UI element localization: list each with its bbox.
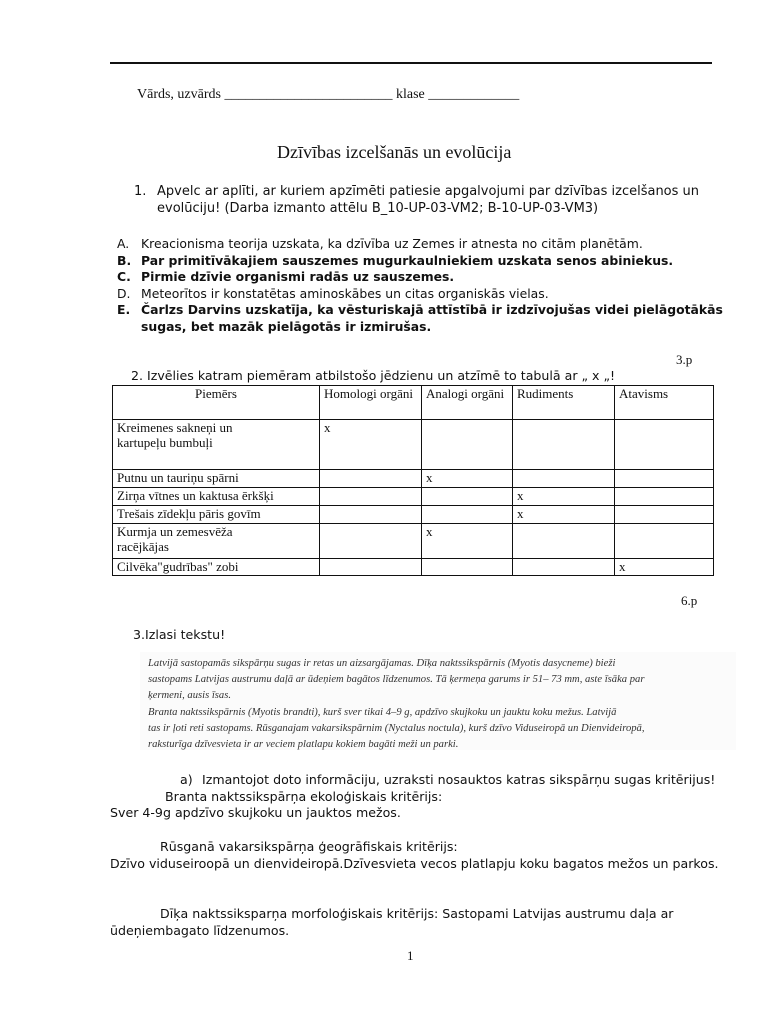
option-letter: E. bbox=[117, 302, 131, 317]
cell-rudiments[interactable] bbox=[513, 420, 615, 470]
top-rule bbox=[110, 62, 712, 64]
option-c[interactable] bbox=[117, 269, 723, 286]
option-text: Meteorītos ir konstatētas aminoskābes un citas organiskās vielas. bbox=[141, 285, 549, 301]
cell-atavism[interactable]: x bbox=[615, 559, 714, 576]
excerpt-line: raksturīga dzīvesvieta ir ar veciem platlapu kokiem bagāti meži un parki. bbox=[148, 739, 459, 751]
cell-homologous[interactable] bbox=[320, 470, 422, 488]
answer2-text[interactable]: Dzīvo viduseiroopā un dienvideiropā.Dzīvesvieta vecos platlapju koku bagatos mežos un parkos. bbox=[110, 856, 719, 871]
cell-homologous[interactable] bbox=[320, 488, 422, 506]
option-text: Pirmie dzīvie organismi radās uz sauszemes. bbox=[141, 269, 455, 284]
answer3-line2[interactable]: ūdeņiembagato līdzenumos. bbox=[110, 923, 290, 938]
row-example: Kreimenes sakneņi un kartupeļu bumbuļi bbox=[113, 420, 320, 470]
cell-homologous[interactable]: x bbox=[320, 420, 422, 470]
option-text: Par primitīvākajiem sauszemes mugurkaulniekiem uzskata senos abiniekus. bbox=[141, 252, 674, 268]
answer2-label: Rūsganā vakarsikspārņa ģeogrāfiskais kritērijs: bbox=[160, 839, 458, 854]
table-row bbox=[113, 470, 714, 488]
bat-text-excerpt bbox=[140, 652, 736, 750]
header-homologous: Homologi orgāni bbox=[320, 386, 422, 420]
table-row bbox=[113, 488, 714, 506]
q2-prompt: 2. Izvēlies katram piemēram atbilstošo jēdzienu un atzīmē to tabulā ar „ x „! bbox=[131, 368, 616, 383]
answer1-text[interactable]: Sver 4-9g apdzīvo skujkoku un jauktos mežos. bbox=[110, 805, 401, 820]
table-row bbox=[113, 506, 714, 524]
cell-atavism[interactable] bbox=[615, 420, 714, 470]
cell-analogous[interactable] bbox=[422, 488, 513, 506]
cell-analogous[interactable] bbox=[422, 420, 513, 470]
class-label: klase bbox=[395, 87, 425, 102]
excerpt-line: Branta naktssikspārnis (Myotis brandti), kurš sver tikai 4–9 g, apdzīvo skujkoku un jauktu koku mežus. Latvijā bbox=[148, 706, 617, 718]
sub-a-label: a) bbox=[180, 772, 193, 787]
cell-analogous[interactable]: x bbox=[422, 524, 513, 559]
excerpt-line: ķermeni, ausis īsas. bbox=[148, 690, 231, 702]
option-text: Čarlzs Darvins uzskatīja, ka vēsturiskajā attīstībā ir izdzīvojušas videi pielāgotākās bbox=[141, 302, 723, 317]
option-text-continued: sugas, bet mazāk pielāgotās ir izmirušas. bbox=[141, 318, 432, 334]
option-e[interactable] bbox=[117, 302, 723, 319]
sub-a-text: Izmantojot doto informāciju, uzraksti nosauktos katras sikspārņu sugas kritērijus! bbox=[202, 772, 716, 787]
q1-line1: Apvelc ar aplīti, ar kuriem apzīmēti patiesie apgalvojumi par dzīvības izcelšanos un bbox=[157, 184, 700, 199]
q1-options bbox=[117, 236, 723, 335]
table-header-row bbox=[113, 386, 714, 420]
option-letter: C. bbox=[117, 269, 131, 284]
row-example: Putnu un tauriņu spārni bbox=[113, 470, 320, 488]
row-example: Cilvēka"gudrības" zobi bbox=[113, 559, 320, 576]
option-e-cont bbox=[117, 319, 723, 336]
cell-analogous[interactable]: x bbox=[422, 470, 513, 488]
table-row bbox=[113, 420, 714, 470]
option-letter: A. bbox=[117, 236, 130, 251]
cell-rudiments[interactable] bbox=[513, 559, 615, 576]
q1-points: 3.p bbox=[676, 352, 693, 367]
cell-rudiments[interactable] bbox=[513, 470, 615, 488]
cell-analogous[interactable] bbox=[422, 559, 513, 576]
q1-number: 1. bbox=[134, 184, 147, 199]
cell-rudiments[interactable] bbox=[513, 524, 615, 559]
row-example: Trešais zīdekļu pāris govīm bbox=[113, 506, 320, 524]
q3-sub-a bbox=[180, 772, 715, 787]
option-b[interactable] bbox=[117, 253, 723, 270]
cell-atavism[interactable] bbox=[615, 488, 714, 506]
cell-atavism[interactable] bbox=[615, 470, 714, 488]
q3-prompt: 3.Izlasi tekstu! bbox=[133, 627, 226, 642]
header-example: Piemērs bbox=[113, 386, 320, 420]
cell-analogous[interactable] bbox=[422, 506, 513, 524]
table-row bbox=[113, 559, 714, 576]
cell-atavism[interactable] bbox=[615, 506, 714, 524]
q2-points: 6.p bbox=[681, 593, 698, 608]
class-blank[interactable]: _____________ bbox=[428, 87, 520, 102]
page-title: Dzīvības izcelšanās un evolūcija bbox=[277, 142, 512, 162]
option-text: Kreacionisma teorija uzskata, ka dzīvība uz Zemes ir atnesta no citām planētām. bbox=[141, 236, 643, 251]
cell-homologous[interactable] bbox=[320, 524, 422, 559]
header-atavism: Atavisms bbox=[615, 386, 714, 420]
name-blank[interactable]: ________________________ bbox=[224, 87, 393, 102]
cell-atavism[interactable] bbox=[615, 524, 714, 559]
name-label: Vārds, uzvārds bbox=[137, 87, 221, 102]
answer1-label: Branta naktssikspārņa ekoloģiskais kritērijs: bbox=[165, 789, 443, 804]
table-row bbox=[113, 524, 714, 559]
q1-line2: evolūciju! (Darba izmanto attēlu B_10-UP-03-VM2; B-10-UP-03-VM3) bbox=[157, 201, 599, 216]
option-letter: D. bbox=[117, 285, 131, 301]
cell-homologous[interactable] bbox=[320, 559, 422, 576]
answer3-line1[interactable]: Dīķa naktssiksparņa morfoloģiskais kritērijs: Sastopami Latvijas austrumu daļa ar bbox=[160, 906, 674, 921]
header-rudiments: Rudiments bbox=[513, 386, 615, 420]
excerpt-line: Latvijā sastopamās sikspārņu sugas ir retas un aizsargājamas. Dīķa naktssikspārnis (Myotis dasycneme) bieži bbox=[148, 658, 616, 669]
page-number: 1 bbox=[407, 948, 414, 963]
name-class-line bbox=[137, 87, 519, 103]
row-example: Kurmja un zemesvēža racējkājas bbox=[113, 524, 320, 559]
option-letter: B. bbox=[117, 252, 132, 268]
concept-table bbox=[112, 385, 714, 576]
cell-rudiments[interactable]: x bbox=[513, 506, 615, 524]
option-a[interactable] bbox=[117, 236, 723, 253]
cell-homologous[interactable] bbox=[320, 506, 422, 524]
cell-rudiments[interactable]: x bbox=[513, 488, 615, 506]
excerpt-line: sastopams Latvijas austrumu daļā ar ūdeņiem bagātos līdzenumos. Tā ķermeņa garums ir 51– 73 mm, aste īsāka par bbox=[148, 674, 645, 686]
header-analogous: Analogi orgāni bbox=[422, 386, 513, 420]
row-example: Zirņa vītnes un kaktusa ērkšķi bbox=[113, 488, 320, 506]
option-d[interactable] bbox=[117, 286, 723, 303]
excerpt-line: tas ir ļoti reti sastopams. Rūsganajam vakarsikspārnim (Nyctalus noctula), kurš dzīvo Viduseiropā un Dienvideiropā, bbox=[148, 722, 645, 734]
